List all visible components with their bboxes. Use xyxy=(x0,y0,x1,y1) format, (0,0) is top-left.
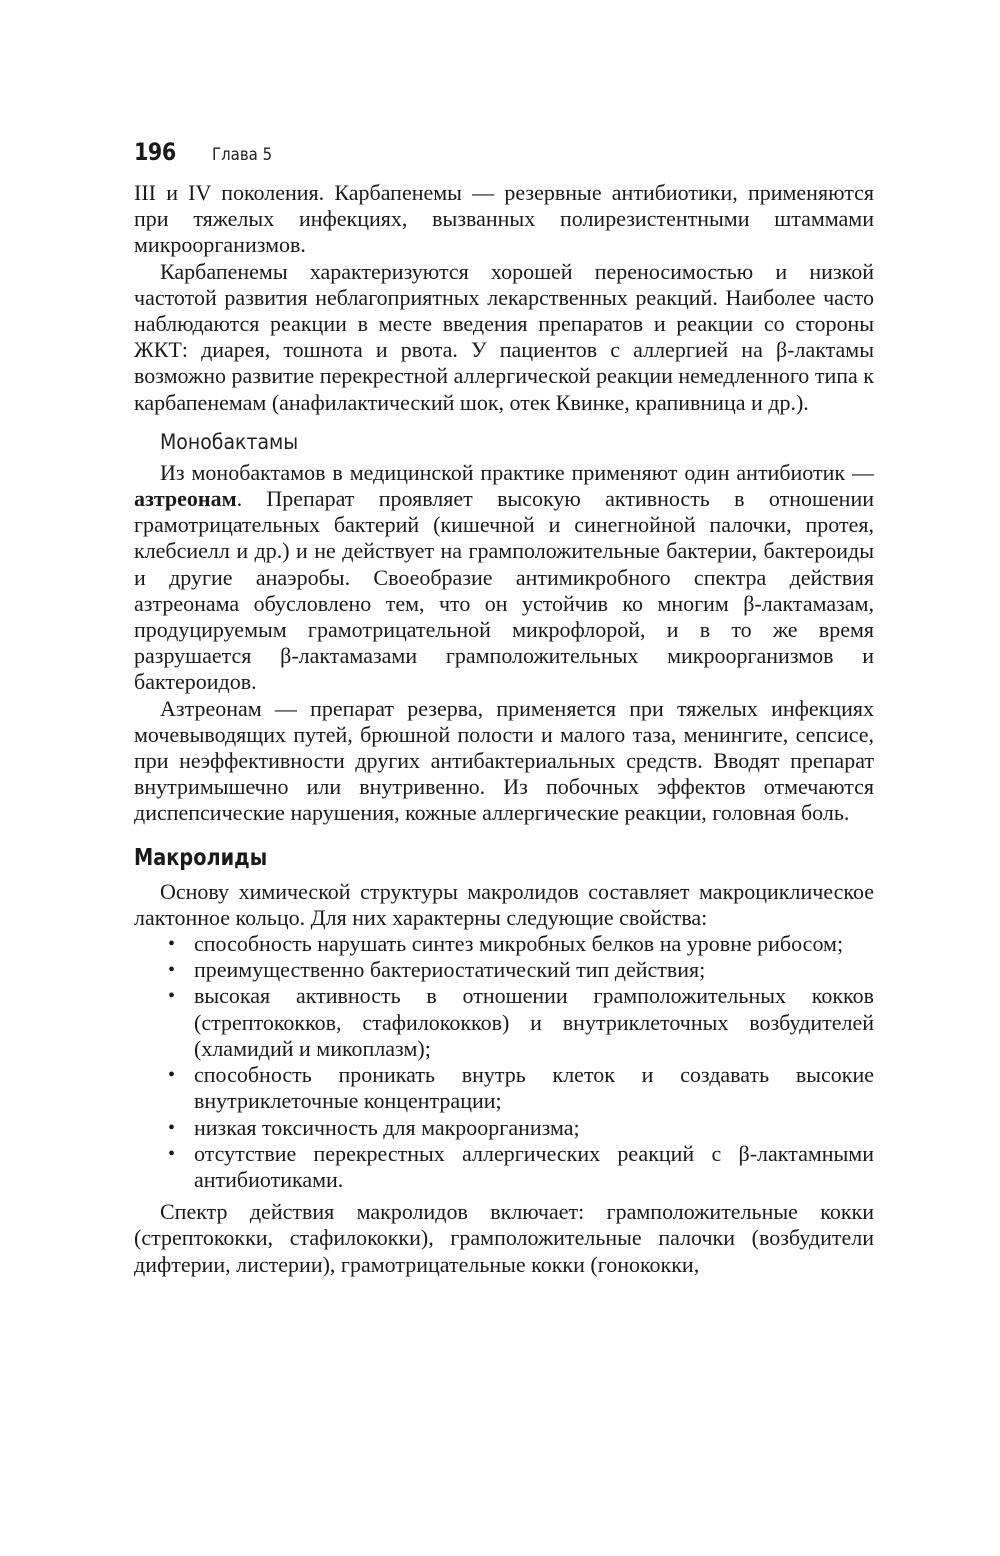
macrolide-properties-list xyxy=(134,931,874,1193)
paragraph-aztreonam-usage: Азтреонам — препарат резерва, применяется при тяжелых инфекциях мочевыводящих путей, брюшной полости и малого таза, менингите, сепсисе, при неэффективности других антибактериальных средств. Вводят препарат внутримышечно или внутривенно. Из побочных эффектов отмечаются диспепсические нарушения, кожные аллергические реакции, головная боль. xyxy=(134,695,874,826)
bullet-icon: • xyxy=(168,933,176,956)
book-page xyxy=(134,138,874,1278)
aztreonam-term: азтреонам xyxy=(134,486,237,512)
bullet-icon: • xyxy=(168,985,176,1008)
page-number: 196 xyxy=(134,138,176,166)
paragraph-carbapenems-end: III и IV поколения. Карбапенемы — резервные антибиотики, применяются при тяжелых инфекциях, вызванных полирезистентными штаммами микроорганизмов. xyxy=(134,180,874,258)
chapter-label: Глава 5 xyxy=(212,145,273,165)
aztreonam-description: . Препарат проявляет высокую активность в отношении грамотрицательных бактерий (кишечной и синегнойной палочки, протея, клебсиелл и др.) и не действует на грамположительные бактерии, бактероиды и другие анаэробы. Своеобразие антимикробного спектра действия азтреонама обусловлено тем, что он устойчив ко многим β-лактамазам, продуцируемым грамотрицательной микрофлорой, и в то же время разрушается β-лактамазами грамположительных микроорганизмов и бактероидов. xyxy=(134,486,874,695)
paragraph-aztreonam xyxy=(134,460,874,696)
list-item-text: высокая активность в отношении грамположительных кокков (стрептококков, стафилококков) и внутриклеточных возбудителей (хламидий и микоплазм); xyxy=(194,983,874,1061)
running-head xyxy=(134,138,874,180)
bullet-icon: • xyxy=(168,1116,176,1139)
subheading-monobactams: Монобактамы xyxy=(160,429,299,454)
aztreonam-intro: Из монобактамов в медицинской практике применяют один антибиотик — xyxy=(160,459,874,485)
section-heading-macrolides: Макролиды xyxy=(134,844,268,871)
list-item xyxy=(168,957,874,983)
list-item xyxy=(168,1062,874,1114)
list-item xyxy=(168,931,874,957)
list-item xyxy=(168,1114,874,1141)
paragraph-macrolides-structure: Основу химической структуры макролидов составляет макроциклическое лактонное кольцо. Для них характерны следующие свойства: xyxy=(134,878,874,930)
list-item-text: преимущественно бактериостатический тип действия; xyxy=(194,957,706,983)
list-item-text: отсутствие перекрестных аллергических реакций с β-лактамными антибиотиками. xyxy=(194,1140,874,1192)
list-item xyxy=(168,1140,874,1193)
bullet-icon: • xyxy=(168,1142,176,1165)
list-item-text: низкая токсичность для макроорганизма; xyxy=(194,1114,580,1140)
bullet-icon: • xyxy=(168,1064,176,1087)
paragraph-carbapenems-tolerability: Карбапенемы характеризуются хорошей переносимостью и низкой частотой развития неблагоприятных лекарственных реакций. Наиболее часто наблюдаются реакции в месте введения препаратов и реакции со стороны ЖКТ: диарея, тошнота и рвота. У пациентов с аллергией на β-лактамы возможно развитие перекрестной аллергической реакции немедленного типа к карбапенемам (анафилактический шок, отек Квинке, крапивница и др.). xyxy=(134,258,874,415)
paragraph-macrolides-spectrum: Спектр действия макролидов включает: грамположительные кокки (стрептококки, стафилококки), грамположительные палочки (возбудители дифтерии, листерии), грамотрицательные кокки (гонококки, xyxy=(134,1199,874,1277)
list-item-text: способность проникать внутрь клеток и создавать высокие внутриклеточные концентрации; xyxy=(194,1062,874,1114)
bullet-icon: • xyxy=(168,959,176,982)
list-item xyxy=(168,983,874,1062)
list-item-text: способность нарушать синтез микробных белков на уровне рибосом; xyxy=(194,931,844,957)
